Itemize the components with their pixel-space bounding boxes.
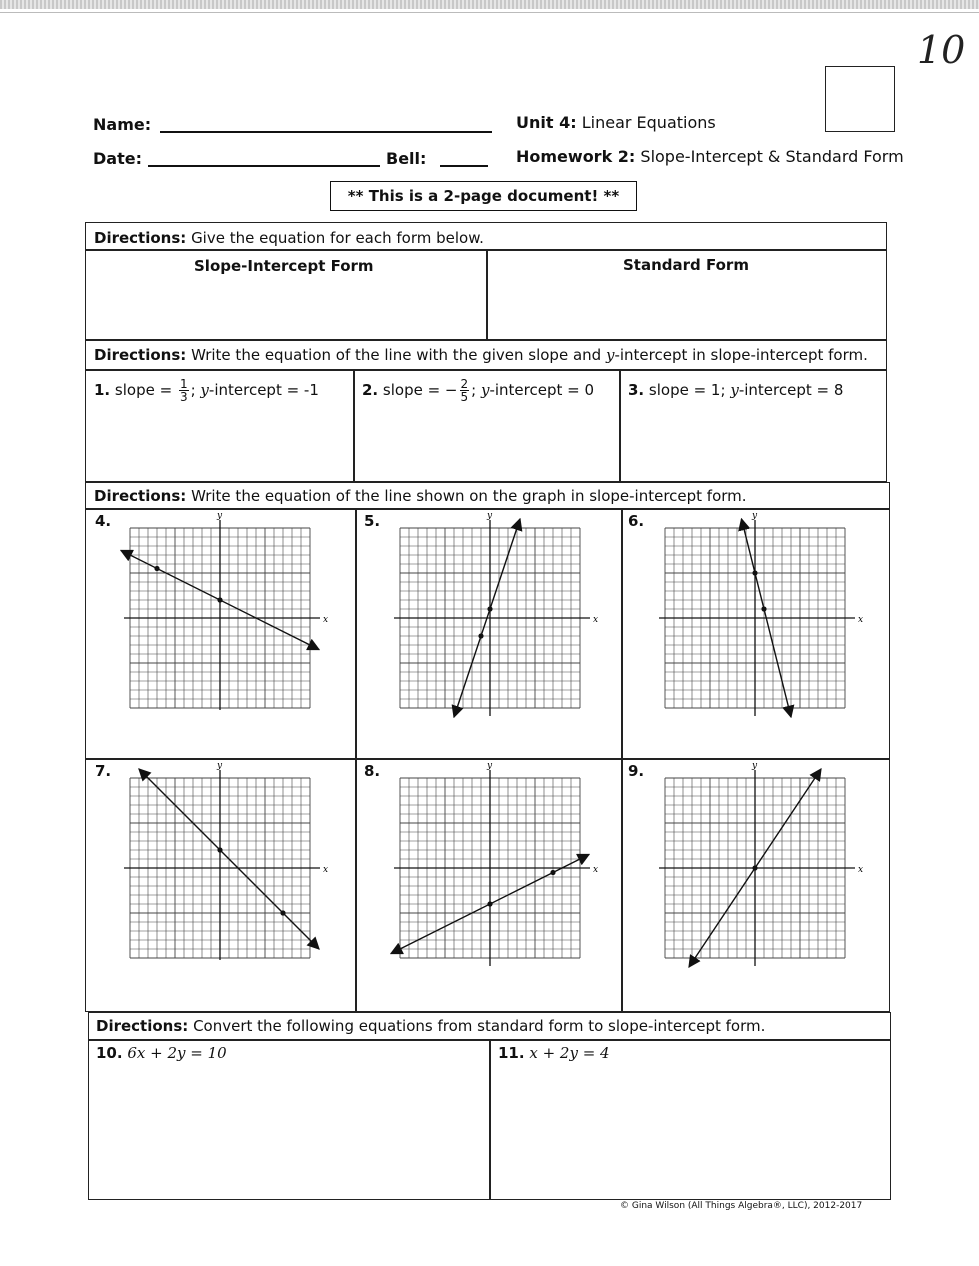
graph-4-label: 4. [95, 512, 112, 530]
x-axis-label: x [323, 615, 329, 625]
graph-9-label: 9. [628, 762, 645, 780]
y-axis-label: y [752, 761, 758, 771]
graph-point [478, 633, 483, 638]
slope-intercept-form-heading: Slope-Intercept Form [194, 257, 374, 275]
graph-point [752, 570, 757, 575]
section3-col-divider-1 [355, 508, 357, 1012]
handwritten-score: 10 [917, 28, 966, 72]
problem-1: 1. slope = $\frac{1}{3}$ ; y-intercept = -1 [94, 377, 319, 404]
date-field[interactable] [148, 165, 380, 167]
problem-3: 3. slope = 1; y-intercept = 8 [628, 381, 844, 399]
y-axis-label: y [217, 761, 223, 771]
graph-point [815, 771, 820, 776]
section4-col-divider [489, 1039, 491, 1200]
graph-7-label: 7. [95, 762, 112, 780]
graph-point [550, 870, 555, 875]
graph-6 [645, 510, 865, 730]
score-box [825, 66, 895, 132]
name-field[interactable] [160, 131, 492, 133]
date-label: Date: [93, 149, 142, 168]
scan-edge [0, 0, 979, 9]
name-label: Name: [93, 115, 152, 134]
unit-value: Linear Equations [581, 113, 716, 132]
graph-point [761, 606, 766, 611]
graph-point [752, 865, 757, 870]
x-axis-label: x [323, 865, 329, 875]
section4-directions: Directions: Convert the following equations from standard form to slope-intercept form. [96, 1017, 766, 1035]
section2-directions: Directions: Write the equation of the line with the given slope and y-intercept in slope-intercept form. [94, 346, 868, 364]
graph-point [217, 847, 222, 852]
section2-divider [85, 369, 887, 371]
copyright-footer: © Gina Wilson (All Things Algebra®, LLC), 2012-2017 [620, 1201, 863, 1211]
section3-directions: Directions: Write the equation of the line shown on the graph in slope-intercept form. [94, 487, 747, 505]
section1-directions: Directions: Give the equation for each form below. [94, 229, 484, 247]
x-axis-label: x [593, 865, 599, 875]
homework-value: Slope-Intercept & Standard Form [640, 147, 904, 166]
graph-point [217, 597, 222, 602]
two-page-notice: ** This is a 2-page document! ** [330, 181, 637, 211]
problem-11: 11. x + 2y = 4 [498, 1044, 610, 1062]
graph-5 [380, 510, 600, 730]
y-axis-label: y [217, 511, 223, 521]
x-axis-label: x [858, 865, 864, 875]
standard-form-heading: Standard Form [623, 256, 749, 274]
x-axis-label: x [858, 615, 864, 625]
graph-point [487, 901, 492, 906]
unit-line [516, 113, 716, 132]
section2-col-divider-2 [619, 369, 621, 482]
section2-col-divider-1 [353, 369, 355, 482]
bell-label: Bell: [386, 149, 427, 168]
graph-point [154, 566, 159, 571]
graph-point [487, 606, 492, 611]
y-axis-label: y [752, 511, 758, 521]
fraction: $\frac{1}{3}$ [179, 377, 188, 404]
y-axis-label: y [487, 761, 493, 771]
graph-point [280, 910, 285, 915]
y-axis-label: y [487, 511, 493, 521]
homework-label: Homework 2: [516, 147, 636, 166]
section1-col-divider [486, 249, 488, 340]
graph-5-label: 5. [364, 512, 381, 530]
graph-4 [110, 510, 330, 710]
graph-9 [645, 760, 865, 970]
graph-7 [110, 760, 330, 960]
bell-field[interactable] [440, 165, 488, 167]
fraction: $\frac{2}{5}$ [460, 377, 469, 404]
graph-8-label: 8. [364, 762, 381, 780]
problem-10: 10. 6x + 2y = 10 [96, 1044, 227, 1062]
scan-line [0, 12, 979, 13]
graph-6-label: 6. [628, 512, 645, 530]
section3-col-divider-2 [621, 508, 623, 1012]
homework-line [516, 147, 904, 166]
x-axis-label: x [593, 615, 599, 625]
graph-8 [380, 760, 600, 970]
unit-label: Unit 4: [516, 113, 577, 132]
problem-2: 2. slope = − $\frac{2}{5}$ ; y-intercept = 0 [362, 377, 595, 404]
